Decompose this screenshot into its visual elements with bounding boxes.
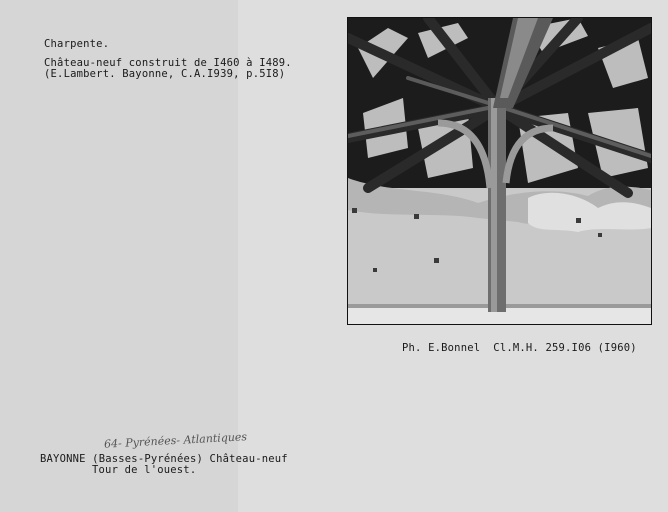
subject-label: Charpente. (44, 38, 110, 50)
location-line-2: Tour de l'ouest. (92, 464, 197, 476)
timber-frame-photo (347, 17, 652, 325)
location-line-1: BAYONNE (Basses-Pyrénées) Château-neuf (40, 453, 288, 465)
photo-credit: Ph. E.Bonnel Cl.M.H. 259.I06 (I960) (402, 342, 637, 354)
department-handwritten-note: 64- Pyrénées- Atlantiques (103, 430, 248, 451)
photo-illustration (348, 18, 651, 324)
description-line-1: Château-neuf construit de I460 à I489. (44, 57, 292, 69)
description-line-2: (E.Lambert. Bayonne, C.A.I939, p.5I8) (44, 68, 286, 80)
